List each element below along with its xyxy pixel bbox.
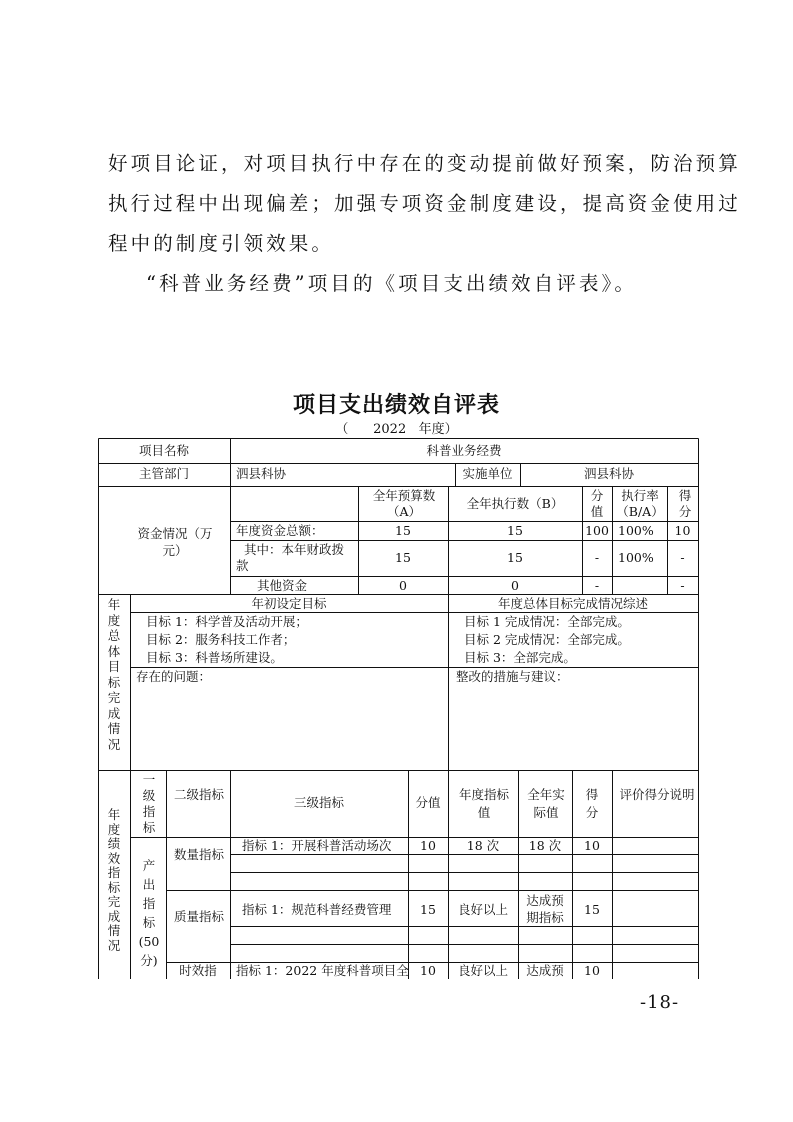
funds-row-fiscal-score: - [594, 550, 600, 565]
year-open-paren: （ [335, 422, 349, 437]
body-paragraph-line-3: 程中的制度引领效果。 [108, 232, 335, 255]
funds-col-score: 分值 [590, 488, 604, 519]
funds-row-total-score: 100 [585, 523, 609, 538]
dept-value: 泗县科协 [236, 466, 287, 481]
indicator-quantity-actual: 18 次 [528, 838, 562, 853]
body-paragraph-line-2: 执行过程中出现偏差；加强专项资金制度建设，提高资金使用过 [108, 192, 741, 215]
level2-timeliness: 时效指 [179, 963, 217, 978]
body-paragraph-line-1: 好项目论证，对项目执行中存在的变动提前做好预案，防治预算 [108, 152, 741, 175]
funds-row-other-get: - [680, 578, 685, 593]
header-get: 得分 [585, 787, 599, 820]
goal-item-3: 目标 3：科普场所建设。 [146, 650, 283, 665]
indicator-quality-text: 指标 1：规范科普经费管理 [242, 902, 392, 917]
funds-row-fiscal-get: - [680, 550, 685, 565]
funds-row-total-budget: 15 [395, 523, 411, 538]
funds-row-other-label: 其他资金 [257, 578, 308, 593]
header-score: 分值 [415, 795, 441, 810]
funds-row-fiscal-exec: 15 [507, 550, 523, 565]
indicator-quantity-score: 10 [420, 838, 436, 853]
year-value: 2022 [373, 422, 407, 437]
indicator-quality-target: 良好以上 [457, 902, 508, 917]
funds-row-other-score: - [594, 578, 600, 593]
year-suffix: 年度） [418, 422, 458, 437]
issues-label: 存在的问题： [136, 669, 212, 684]
funds-col-budget: 全年预算数（A） [372, 488, 436, 519]
project-name-value: 科普业务经费 [426, 443, 502, 458]
impl-unit-label: 实施单位 [462, 466, 513, 481]
indicator-timeliness-get: 10 [584, 963, 600, 978]
funds-row-total-rate: 100% [618, 523, 654, 538]
header-level3: 三级指标 [293, 795, 344, 810]
indicator-timeliness-text: 指标 1：2022 年度科普项目全 [236, 963, 409, 978]
indicator-timeliness-score: 10 [420, 963, 436, 978]
indicator-quantity-get: 10 [584, 838, 600, 853]
body-paragraph-line-4: “科普业务经费”项目的《项目支出绩效自评表》。 [146, 272, 637, 295]
measures-label: 整改的措施与建议： [456, 669, 569, 684]
funds-row-total-get: 10 [674, 523, 691, 538]
funds-row-other-exec: 0 [511, 578, 519, 593]
indicators-side-label: 年度绩效指标完成情况 [107, 807, 121, 953]
dept-label: 主管部门 [138, 466, 189, 481]
impl-unit-value: 泗县科协 [583, 466, 634, 481]
project-name-label: 项目名称 [138, 443, 189, 458]
funds-row-total-label: 年度资金总额： [236, 523, 324, 538]
indicator-timeliness-target: 良好以上 [457, 963, 508, 978]
indicator-timeliness-actual: 达成预 [526, 963, 564, 978]
funds-col-get: 得分 [678, 488, 692, 519]
goal-item-1: 目标 1：科学普及活动开展； [146, 614, 308, 629]
header-level2: 二级指标 [173, 787, 224, 802]
funds-col-rate: 执行率（B/A） [616, 488, 664, 519]
level2-quantity: 数量指标 [174, 847, 225, 862]
header-level1: 一级指标 [142, 772, 156, 835]
goals-side-label: 年度总体目标完成情况 [107, 597, 121, 752]
funds-col-exec: 全年执行数（B） [466, 496, 564, 511]
indicator-quality-score: 15 [420, 902, 436, 917]
level2-quality: 质量指标 [174, 909, 225, 924]
header-target: 年度指标值 [458, 787, 509, 820]
level1-output: 产出指标(50分) [138, 858, 160, 968]
funds-row-fiscal-budget: 15 [395, 550, 411, 565]
goals-right-header: 年度总体目标完成情况综述 [497, 596, 648, 611]
indicator-quantity-text: 指标 1：开展科普活动场次 [242, 838, 392, 853]
funds-row-total-exec: 15 [507, 523, 523, 538]
goal-status-1: 目标 1 完成情况：全部完成。 [464, 614, 630, 629]
indicator-quality-get: 15 [584, 902, 600, 917]
funds-row-fiscal-label: 其中：本年财政拨款 [236, 542, 345, 573]
indicator-quantity-target: 18 次 [466, 838, 500, 853]
goal-item-2: 目标 2：服务科技工作者； [146, 632, 296, 647]
goals-left-header: 年初设定目标 [251, 596, 327, 611]
goal-status-2: 目标 2 完成情况：全部完成。 [464, 632, 630, 647]
funds-label: 资金情况（万元） [137, 526, 213, 558]
header-actual: 全年实际值 [527, 787, 565, 820]
page-number: -18- [640, 992, 680, 1013]
table-title: 项目支出绩效自评表 [292, 393, 500, 418]
goal-status-3: 目标 3：全部完成。 [464, 650, 576, 665]
funds-row-fiscal-rate: 100% [618, 550, 654, 565]
header-note: 评价得分说明 [619, 787, 695, 802]
funds-row-other-budget: 0 [399, 578, 407, 593]
indicator-quality-actual: 达成预期指标 [526, 893, 564, 925]
